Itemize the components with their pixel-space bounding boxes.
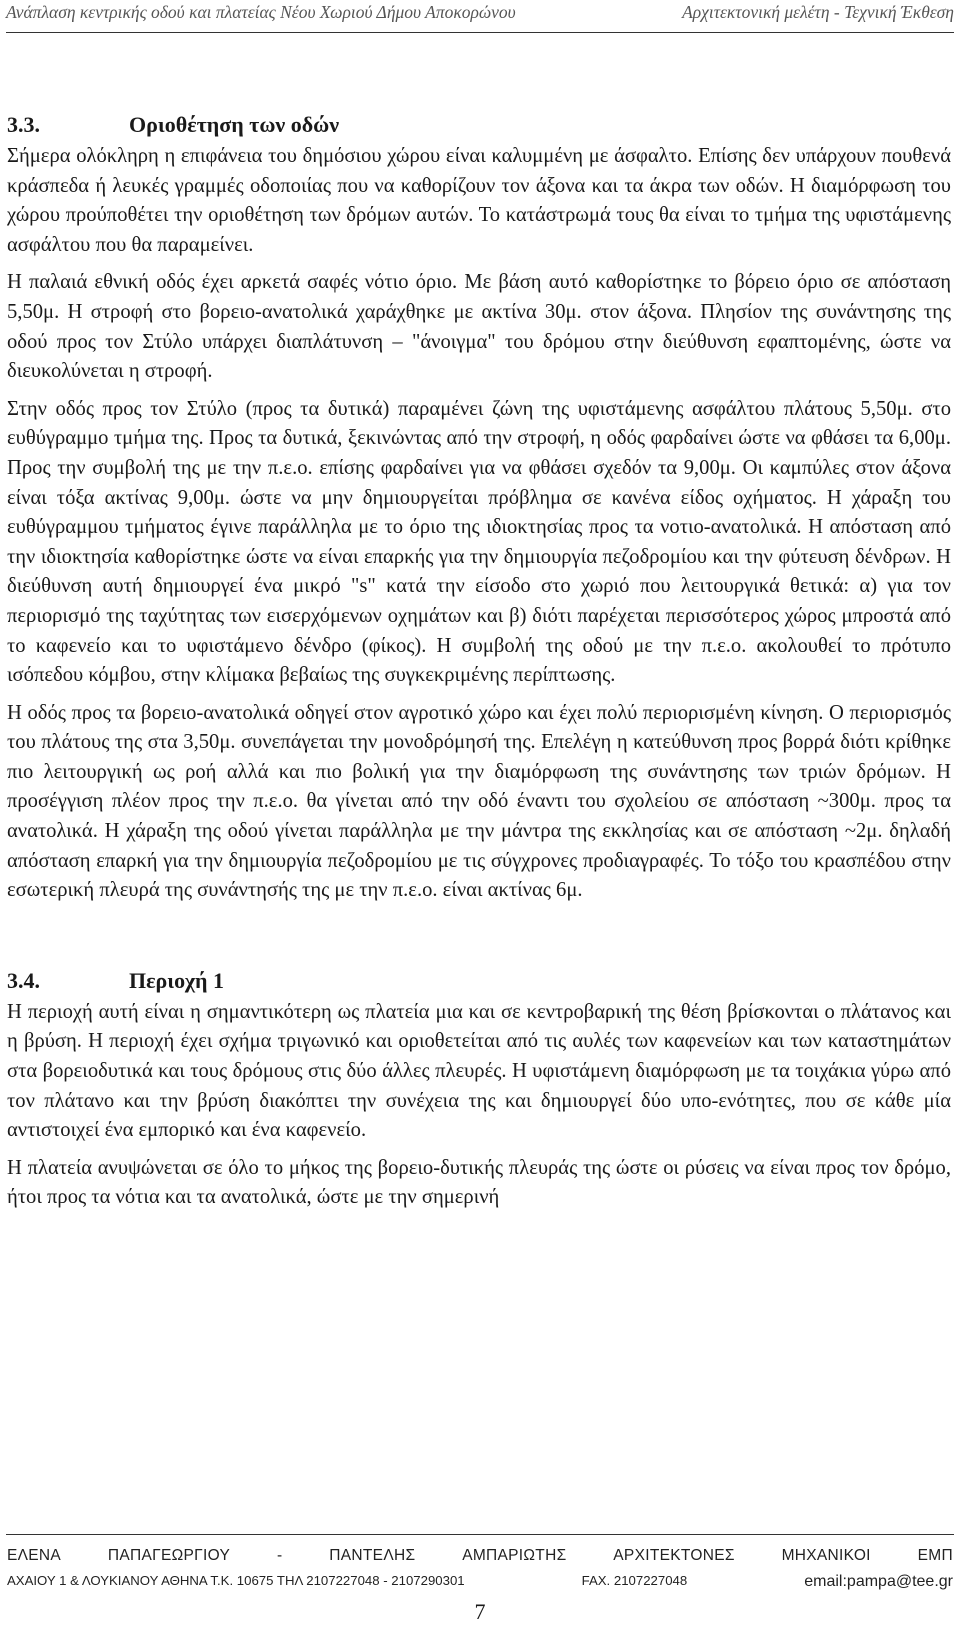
section-heading-3-3	[7, 108, 951, 142]
header-document-type: Αρχιτεκτονική μελέτη - Τεχνική Έκθεση	[682, 2, 954, 22]
paragraph: Η πλατεία ανυψώνεται σε όλο το μήκος της βορειο-δυτικής πλευράς της ώστε οι ρύσεις να είναι προς τον δρόμο, ήτοι προς τα νότια και τα ανατολικά, ώστε με την σημερινή	[7, 1156, 951, 1209]
footer-name-part: ΑΡΧΙΤΕΚΤΟΝΕΣ	[613, 1547, 735, 1564]
paragraph: Η περιοχή αυτή είναι η σημαντικότερη ως πλατεία μια και σε κεντροβαρική της θέση βρίσκονται ο πλάτανος και η βρύση. Η περιοχή έχει σχήμα τριγωνικό και οριοθετείται από τις αυλές των καφενείων και των καταστημάτων στα βορειοδυτικά και τους δρόμους στις δύο άλλες πλευρές. Η υφιστάμενη διαμόρφωση με τα τοιχάκια γύρω από τον πλάτανο και την βρύση διακόπτει την συνέχεια της και δημιουργεί δύο υπο-ενότητες, που σε κάθε μία αντιστοιχεί ένα εμπορικό και ένα καφενείο.	[7, 1000, 951, 1142]
footer-name-part: ΕΜΠ	[917, 1547, 953, 1564]
footer-authors	[7, 1547, 953, 1565]
paragraph: Στην οδός προς τον Στύλο (προς τα δυτικά) παραμένει ζώνη της υφιστάμενης ασφάλτου πλάτους 5,50μ. στο ευθύγραμμο τμήμα της. Προς τα δυτικά, ξεκινώντας από την στροφή, η οδός φαρδαίνει ώστε να φθάσει τα 6,00μ. Προς την συμβολή της με την π.ε.ο. επίσης φαρδαίνει για να φθάσει σχεδόν τα 9,00μ. Οι καμπύλες στον άξονα είναι τόξα ακτίνας 9,00μ. ώστε να μην δημιουργείται πρόβλημα σε κανένα είδος οχήματος. Η χάραξη του ευθύγραμμου τμήματος έγινε παράλληλα με το όριο της ιδιοκτησίας προς τα νοτιο-ανατολικά. Η απόσταση από την ιδιοκτησία καθορίστηκε ώστε να είναι επαρκής για την δημιουργία πεζοδρομίου και την φύτευση δένδρων. Η διεύθυνση αυτή δημιουργεί ένα μικρό "s" κατά την είσοδο στο χωριό που λειτουργικά θετικά: α) για τον περιορισμό της ταχύτητας των εισερχόμενων οχημάτων και β) διότι παρέχεται περισσότερος χώρος μπροστά από το καφενείο και το υφιστάμενο δένδρο (φίκος). Η συμβολή της οδού με την π.ε.ο. ακολουθεί το πρότυπο ισόπεδου κόμβου, στην κλίμακα βεβαίως της συγκεκριμένης περίπτωσης.	[7, 397, 951, 687]
footer-name-part: ΑΜΠΑΡΙΩΤΗΣ	[462, 1547, 567, 1564]
document-body	[7, 108, 951, 1221]
section-title: Οριοθέτηση των οδών	[129, 112, 340, 137]
footer-divider	[6, 1534, 954, 1535]
paragraph: Η παλαιά εθνική οδός έχει αρκετά σαφές νότιο όριο. Με βάση αυτό καθορίστηκε το βόρειο όριο σε απόσταση 5,50μ. Η στροφή στο βορειο-ανατολικά χαράχθηκε με ακτίνα 30μ. στον άξονα. Πλησίον της συνάντησης της οδού προς τον Στύλο υπάρχει διαπλάτυνση – "άνοιγμα" του δρόμου στην διεύθυνση εφαπτομένης, ώστε να διευκολύνεται η στροφή.	[7, 271, 951, 383]
section-number: 3.4.	[7, 967, 40, 993]
section-spacer	[7, 914, 951, 964]
header-project-title: Ανάπλαση κεντρικής οδού και πλατείας Νέου Χωριού Δήμου Αποκορώνου	[6, 2, 516, 22]
running-header	[6, 2, 954, 28]
footer-name-part: ΜΗΧΑΝΙΚΟΙ	[781, 1547, 871, 1564]
footer-fax: FAX. 2107227048	[581, 1573, 688, 1588]
paragraph: Σήμερα ολόκληρη η επιφάνεια του δημόσιου χώρου είναι καλυμμένη με άσφαλτο. Επίσης δεν υπάρχουν πουθενά κράσπεδα ή λευκές γραμμές οδοποιίας που να καθορίζουν τον άξονα και τα άκρα των οδών. Η διαμόρφωση του χώρου προύποθέτει την οριοθέτηση των δρόμων αυτών. Το κατάστρωμά τους θα είναι το τμήμα της υφιστάμενης ασφάλτου που θα παραμείνει.	[7, 145, 951, 256]
footer-address: ΑΧΑΙΟΥ 1 & ΛΟΥΚΙΑΝΟΥ ΑΘΗΝΑ Τ.Κ. 10675 ΤΗΛ 2107227048 - 2107290301	[7, 1573, 465, 1588]
section-number: 3.3.	[7, 112, 40, 137]
footer-name-part: ΠΑΝΤΕΛΗΣ	[329, 1547, 416, 1564]
footer-name-part: ΠΑΠΑΓΕΩΡΓΙΟΥ	[107, 1547, 231, 1564]
footer-name-part: ΕΛΕΝΑ	[7, 1547, 62, 1564]
footer-contact	[7, 1573, 953, 1591]
header-divider	[6, 32, 954, 33]
footer-email: email:pampa@tee.gr	[804, 1573, 953, 1590]
section-title: Περιοχή 1	[129, 967, 224, 993]
paragraph: Η οδός προς τα βορειο-ανατολικά οδηγεί στον αγροτικό χώρο και έχει πολύ περιορισμένη κίνηση. Ο περιορισμός του πλάτους της στα 3,50μ. συνεπάγεται την μονοδρόμησή της. Επελέγη η κατεύθυνση προς βορρά διότι κρίθηκε πιο λειτουργική ως ροή αλλά και πιο βολική για την διαμόρφωση της συνάντησης των τριών δρόμων. Η προσέγγιση πλέον προς την π.ε.ο. θα γίνεται από την οδό έναντι του σχολείου σε απόσταση ~300μ. προς τα ανατολικά. Η χάραξη της οδού γίνεται παράλληλα με την μάντρα της εκκλησίας και σε απόσταση ~2μ. δηλαδή απόσταση επαρκή για την δημιουργία πεζοδρομίου με τις σύγχρονες προδιαγραφές. Το τόξο του κρασπέδου στην εσωτερική πλευρά της συνάντησής της με την π.ε.ο. είναι ακτίνας 6μ.	[7, 701, 951, 902]
section-heading-3-4	[7, 964, 951, 998]
page-number: 7	[474, 1599, 486, 1624]
footer-name-part: -	[276, 1547, 283, 1564]
